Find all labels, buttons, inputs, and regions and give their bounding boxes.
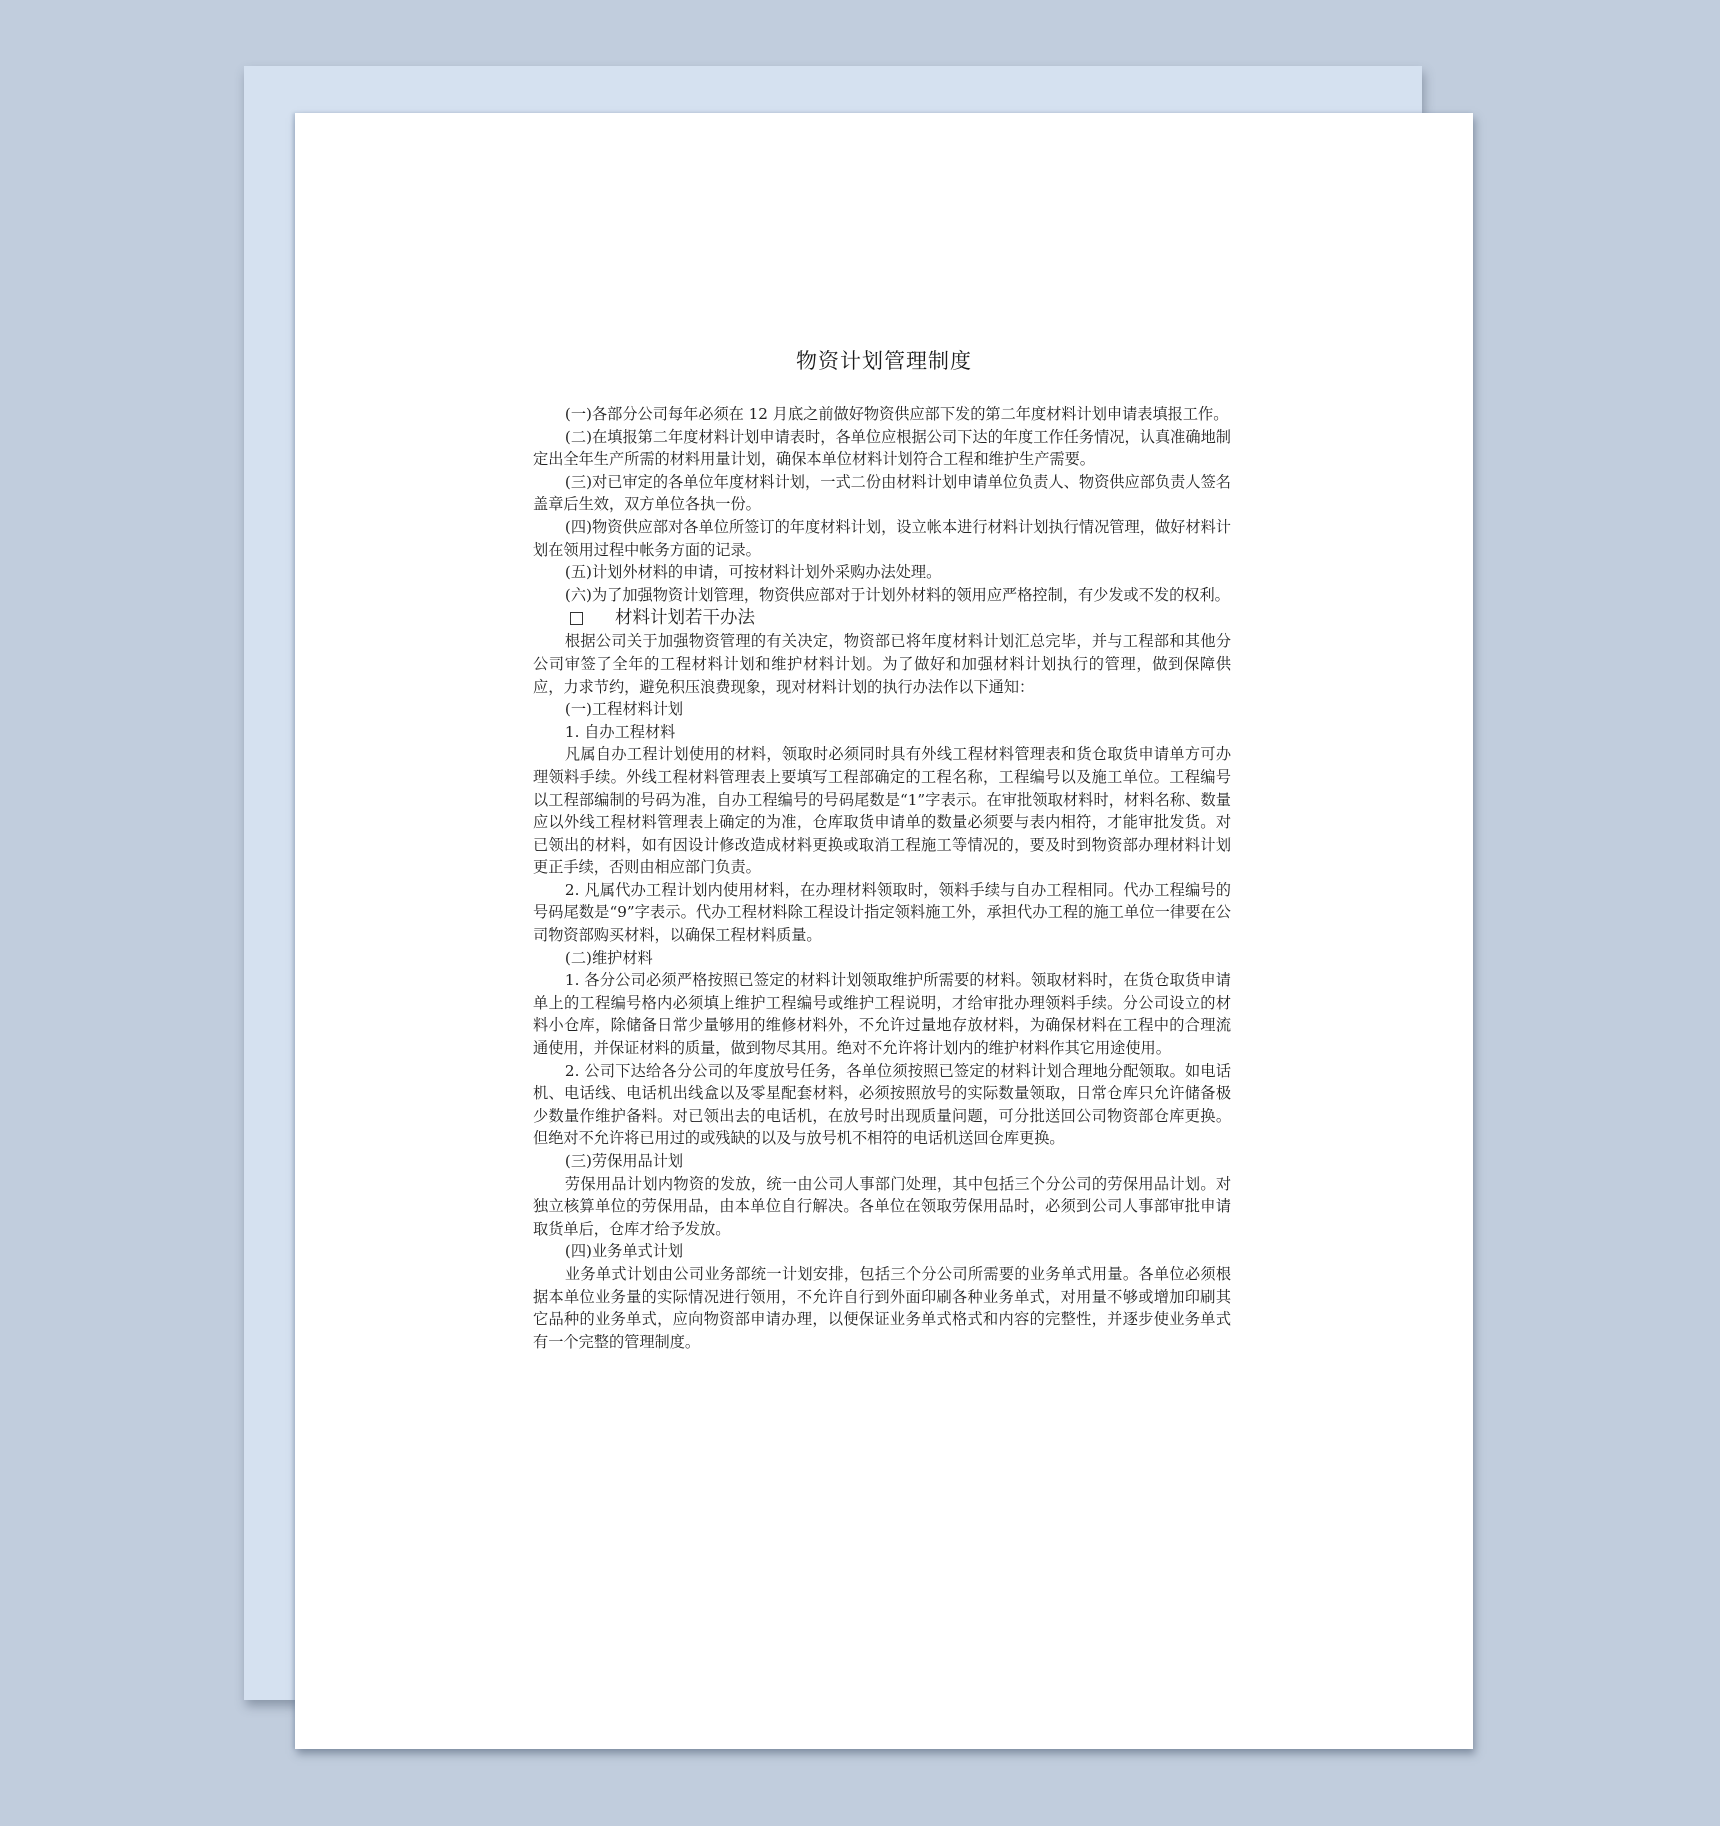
subheading: (四)业务单式计划 [564, 1242, 684, 1261]
section-heading [533, 606, 1231, 630]
paragraph: 业务单式计划由公司业务部统一计划安排，包括三个分公司所需要的业务单式用量。各单位必须根据本单位业务量的实际情况进行领用，不允许自行到外面印刷各种业务单式，对用量不够或增加印刷其它品种的业务单式，应向物资部申请办理，以便保证业务单式格式和内容的完整性，并逐步使业务单式有一个完整的管理制度。 [533, 1264, 1231, 1351]
subheading: 1. 自办工程材料 [564, 722, 676, 741]
document-body [533, 403, 1231, 1353]
paragraph: (三)对已审定的各单位年度材料计划，一式二份由材料计划申请单位负责人、物资供应部负责人签名盖章后生效，双方单位各执一份。 [533, 472, 1231, 514]
paragraph: 凡属自办工程计划使用的材料，领取时必须同时具有外线工程材料管理表和货仓取货申请单方可办理领料手续。外线工程材料管理表上要填写工程部确定的工程名称，工程编号以及施工单位。工程编号以工程部编制的号码为准，自办工程编号的号码尾数是“1”字表示。在审批领取材料时，材料名称、数量应以外线工程材料管理表上确定的为准，仓库取货申请单的数量必须要与表内相符，才能审批发货。对已领出的材料，如有因设计修改造成材料更换或取消工程施工等情况的，要及时到物资部办理材料计划更正手续，否则由相应部门负责。 [533, 745, 1231, 877]
paragraph: (一)各部分公司每年必须在 12 月底之前做好物资供应部下发的第二年度材料计划申请表填报工作。 [564, 405, 1229, 423]
paragraph: (六)为了加强物资计划管理，物资供应部对于计划外材料的领用应严格控制，有少发或不发的权利。 [564, 585, 1230, 604]
subheading: (二)维护材料 [564, 948, 653, 967]
paragraph: 劳保用品计划内物资的发放，统一由公司人事部门处理，其中包括三个分公司的劳保用品计划。对独立核算单位的劳保用品，由本单位自行解决。各单位在领取劳保用品时，必须到公司人事部审批申请取货单后，仓库才给予发放。 [533, 1174, 1231, 1238]
checkbox-square-icon [570, 612, 583, 625]
document-page [295, 113, 1473, 1749]
section-heading-label: 材料计划若干办法 [615, 608, 755, 629]
paragraph: (五)计划外材料的申请，可按材料计划外采购办法处理。 [564, 563, 942, 582]
subheading: (三)劳保用品计划 [564, 1152, 684, 1170]
paragraph: (二)在填报第二年度材料计划申请表时，各单位应根据公司下达的年度工作任务情况，认真准确地制定出全年生产所需的材料用量计划，确保本单位材料计划符合工程和维护生产需要。 [533, 427, 1231, 469]
document-title: 物资计划管理制度 [796, 349, 972, 373]
subheading: (一)工程材料计划 [564, 700, 684, 719]
paragraph: 根据公司关于加强物资管理的有关决定，物资部已将年度材料计划汇总完毕，并与工程部和其他分公司审签了全年的工程材料计划和维护材料计划。为了做好和加强材料计划执行的管理，做到保障供应，力求节约，避免积压浪费现象，现对材料计划的执行办法作以下通知： [533, 632, 1231, 696]
paragraph: 2. 凡属代办工程计划内使用材料，在办理材料领取时，领料手续与自办工程相同。代办工程编号的号码尾数是“9”字表示。代办工程材料除工程设计指定领料施工外，承担代办工程的施工单位一律要在公司物资部购买材料，以确保工程材料质量。 [533, 880, 1231, 945]
paragraph: 2. 公司下达给各分公司的年度放号任务，各单位须按照已签定的材料计划合理地分配领取。如电话机、电话线、电话机出线盒以及零星配套材料，必须按照放号的实际数量领取，日常仓库只允许储备极少数量作维护备料。对已领出去的电话机，在放号时出现质量问题，可分批送回公司物资部仓库更换。但绝对不允许将已用过的或残缺的以及与放号机不相符的电话机送回仓库更换。 [533, 1061, 1231, 1148]
paragraph: (四)物资供应部对各单位所签订的年度材料计划，设立帐本进行材料计划执行情况管理，做好材料计划在领用过程中帐务方面的记录。 [533, 517, 1231, 559]
paragraph: 1. 各分公司必须严格按照已签定的材料计划领取维护所需要的材料。领取材料时，在货仓取货申请单上的工程编号格内必须填上维护工程编号或维护工程说明，才给审批办理领料手续。分公司设立的材料小仓库，除储备日常少量够用的维修材料外，不允许过量地存放材料，为确保材料在工程中的合理流通使用，并保证材料的质量，做到物尽其用。绝对不允许将计划内的维护材料作其它用途使用。 [533, 971, 1231, 1058]
